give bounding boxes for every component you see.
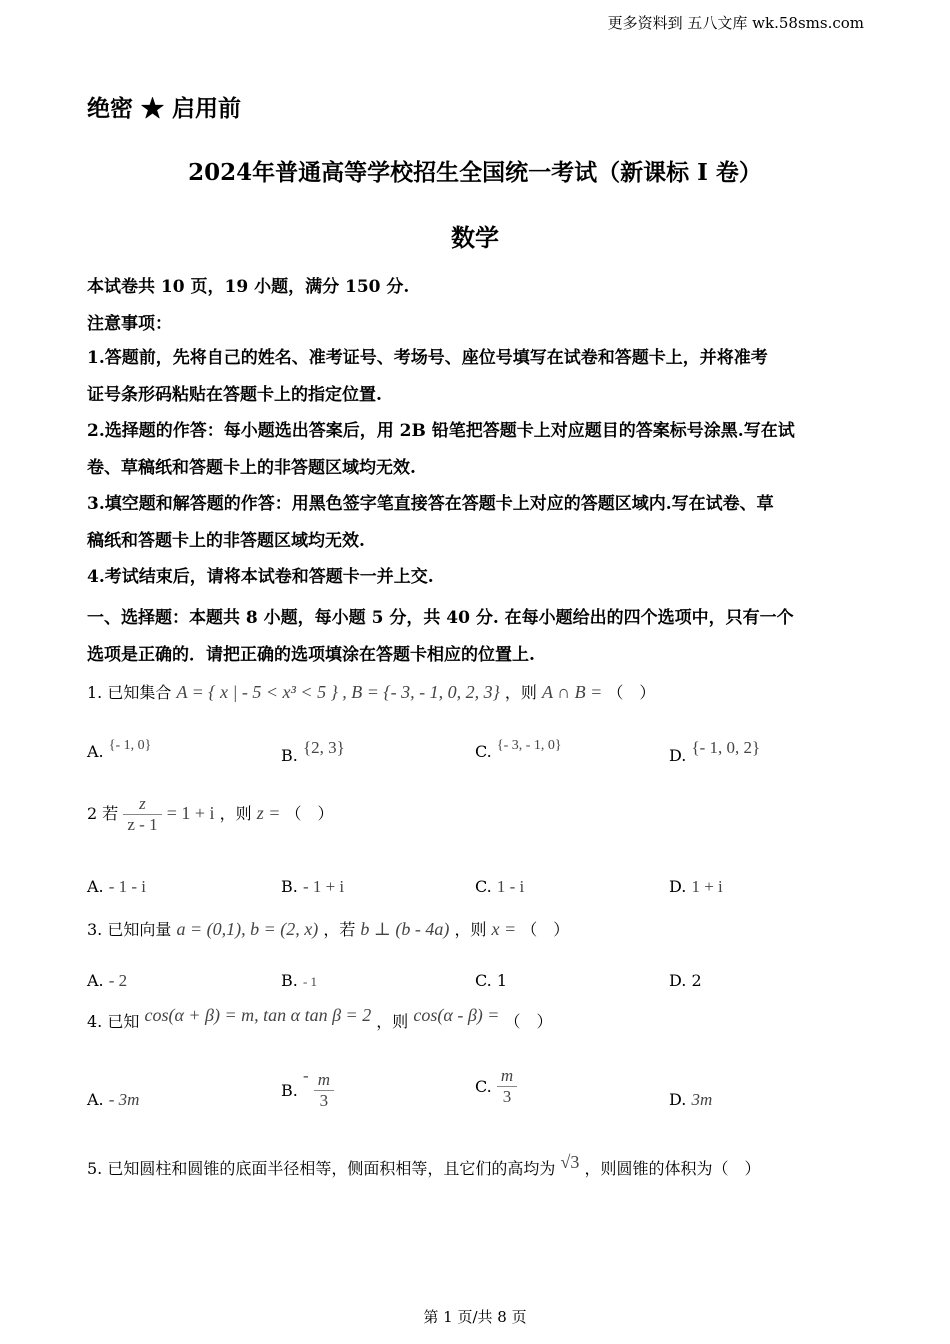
option-label: D. (669, 877, 687, 896)
section-heading-line-2: 选项是正确的．请把正确的选项填涂在答题卡相应的位置上. (87, 645, 535, 665)
exam-intro: 本试卷共 10 页，19 小题，满分 150 分. (87, 277, 410, 297)
q2-frac-num: z (123, 794, 161, 815)
q4-math-target: cos(α - β) = (413, 1005, 500, 1025)
q5-math-sqrt: √3 (560, 1152, 580, 1172)
q2-frac-den: z - 1 (127, 815, 158, 834)
question-5 (87, 1152, 760, 1179)
exam-title: 2024年普通高等学校招生全国统一考试（新课标 I 卷） (188, 159, 762, 186)
q3-math-vectors: a = (0,1), b = (2, x) (176, 919, 319, 939)
q3-mid-2: ，则 (454, 920, 487, 939)
q4-option-a[interactable] (87, 1090, 139, 1110)
option-label: D. (669, 971, 687, 990)
note-2-line-2: 卷、草稿纸和答题卡上的非答题区域均无效. (87, 458, 416, 478)
option-label: B. (281, 877, 298, 896)
option-value: - 1 (302, 974, 318, 989)
notice-heading: 注意事项： (87, 314, 172, 334)
note-4: 4.考试结束后，请将本试卷和答题卡一并上交. (87, 567, 434, 587)
option-value: {- 1, 0} (108, 738, 152, 753)
q3-option-c[interactable] (475, 971, 507, 990)
q1-math-sets: A = { x | - 5 < x³ < 5 } , B = {- 3, - 1, 0, 2, 3} (176, 682, 500, 702)
q1-paren: （ ） (607, 683, 656, 702)
option-label: B. (281, 746, 298, 765)
option-sign: - (302, 1066, 309, 1085)
note-3-line-1: 3.填空题和解答题的作答：用黑色签字笔直接答在答题卡上对应的答题区域内.写在试卷、草 (87, 494, 774, 514)
q2-fraction (123, 794, 161, 835)
q4-math-given: cos(α + β) = m, tan α tan β = 2 (144, 1005, 372, 1025)
note-1-line-2: 证号条形码粘贴在答题卡上的指定位置. (87, 385, 382, 405)
frac-den: 3 (319, 1091, 329, 1110)
subject-title: 数学 (451, 223, 499, 252)
q1-mid: ，则 (504, 683, 537, 702)
page-number: 第 1 页/共 8 页 (423, 1308, 527, 1326)
q1-math-intersection: A ∩ B = (542, 682, 603, 702)
option-label: B. (281, 971, 298, 990)
q4-b-fraction (314, 1070, 334, 1111)
option-value: - 1 + i (302, 877, 345, 896)
frac-den: 3 (502, 1087, 512, 1106)
frac-num: m (314, 1070, 334, 1091)
option-label: C. (475, 971, 492, 990)
q3-mid-1: ，若 (323, 920, 356, 939)
option-label: B. (281, 1081, 298, 1100)
option-value: 1 (496, 971, 508, 990)
q2-option-d[interactable] (669, 877, 723, 897)
q3-math-perp: b ⊥ (b - 4a) (360, 919, 450, 939)
q2-equation: = 1 + i (166, 803, 215, 823)
q4-option-c[interactable] (475, 1066, 517, 1107)
option-value: 1 + i (691, 877, 723, 896)
q2-option-c[interactable] (475, 877, 524, 897)
question-3 (87, 917, 569, 940)
option-label: C. (475, 1077, 492, 1096)
q4-prefix: 4. 已知 (87, 1012, 140, 1031)
q3-prefix: 3. 已知向量 (87, 920, 172, 939)
q1-prefix: 1. 已知集合 (87, 683, 172, 702)
q2-option-a[interactable] (87, 877, 146, 897)
question-4 (87, 1005, 553, 1032)
option-value: {- 3, - 1, 0} (496, 738, 562, 753)
option-label: A. (87, 1090, 104, 1109)
section-heading-line-1: 一、选择题：本题共 8 小题，每小题 5 分，共 40 分. 在每小题给出的四个选项中，只有一个 (87, 608, 794, 628)
q3-paren: （ ） (521, 920, 570, 939)
note-1-line-1: 1.答题前，先将自己的姓名、准考证号、考场号、座位号填写在试卷和答题卡上，并将准考 (87, 348, 768, 368)
option-label: D. (669, 1090, 687, 1109)
confidential-label: 绝密 ★ 启用前 (87, 95, 242, 122)
frac-num: m (497, 1066, 517, 1087)
option-label: A. (87, 971, 104, 990)
q2-paren: （ ） (285, 804, 334, 823)
option-label: A. (87, 877, 104, 896)
q4-option-d[interactable] (669, 1090, 712, 1110)
q1-option-a[interactable] (87, 738, 151, 761)
option-label: C. (475, 877, 492, 896)
q3-math-x: x = (491, 919, 517, 939)
q1-option-c[interactable] (475, 738, 562, 761)
question-2 (87, 794, 333, 835)
option-value: 2 (691, 971, 702, 990)
q4-option-b[interactable] (281, 1066, 334, 1111)
q5-text: 5. 已知圆柱和圆锥的底面半径相等，侧面积相等，且它们的高均为 (87, 1159, 556, 1178)
option-value: 3m (691, 1090, 713, 1109)
q4-mid: ，则 (376, 1012, 409, 1031)
q5-suffix: ，则圆锥的体积为（ ） (584, 1159, 761, 1178)
question-1 (87, 680, 655, 703)
q2-option-b[interactable] (281, 877, 344, 897)
option-value: - 1 - i (108, 877, 147, 896)
q1-option-d[interactable] (669, 738, 760, 765)
q4-paren: （ ） (504, 1012, 553, 1031)
q2-math-z: z = (256, 803, 281, 823)
q2-mid: ，则 (219, 804, 252, 823)
note-3-line-2: 稿纸和答题卡上的非答题区域均无效. (87, 531, 365, 551)
option-label: D. (669, 746, 687, 765)
q1-option-b[interactable] (281, 738, 345, 765)
option-value: {2, 3} (302, 738, 345, 757)
note-2-line-1: 2.选择题的作答：每小题选出答案后，用 2B 铅笔把答题卡上对应题目的答案标号涂黑.写在试 (87, 421, 795, 441)
q3-option-d[interactable] (669, 971, 702, 990)
option-label: C. (475, 742, 492, 761)
header-link[interactable]: 更多资料到 五八文库 wk.58sms.com (607, 14, 864, 32)
option-value: 1 - i (496, 877, 525, 896)
q4-c-fraction (497, 1066, 517, 1107)
option-value: {- 1, 0, 2} (691, 738, 761, 757)
q3-option-b[interactable] (281, 971, 317, 990)
q3-option-a[interactable] (87, 971, 127, 991)
option-value: - 3m (108, 1090, 140, 1109)
option-value: - 2 (108, 971, 128, 990)
option-label: A. (87, 742, 104, 761)
q2-prefix: 2 若 (87, 804, 119, 823)
